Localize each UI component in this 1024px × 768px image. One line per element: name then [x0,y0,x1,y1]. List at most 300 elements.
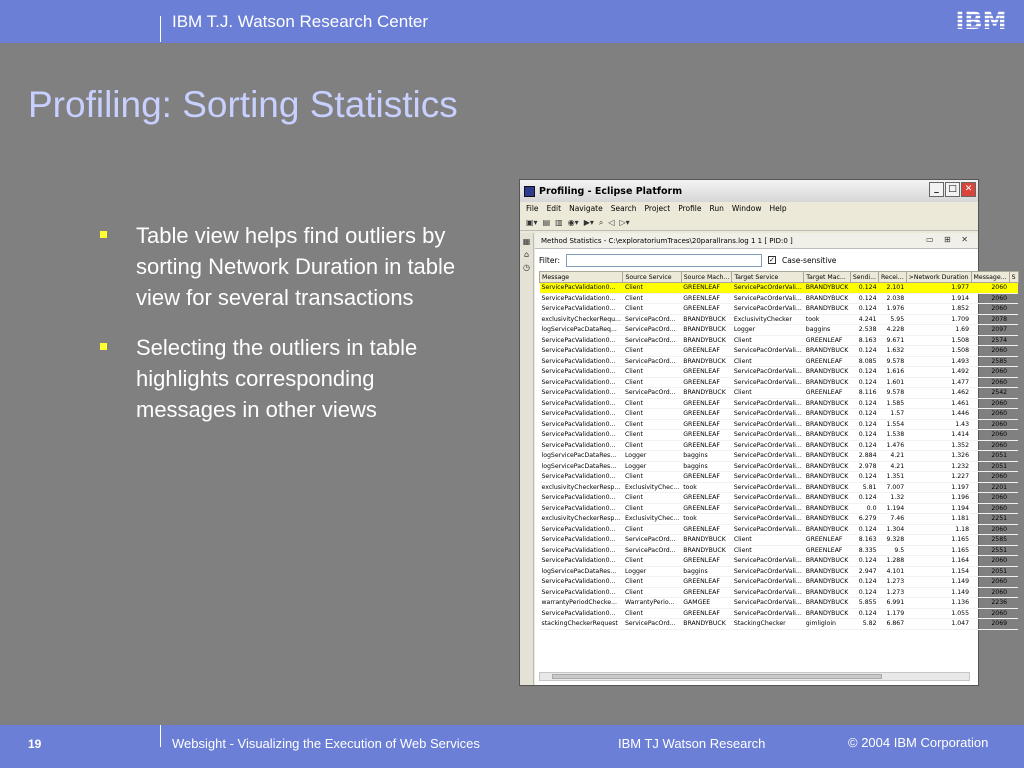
bullet-square-icon [100,231,107,238]
ibm-logo-icon [946,4,1016,36]
table-cell: ServicePacOrderVali... [733,483,802,491]
profiling-perspective-icon[interactable]: ⌂ [523,250,530,259]
column-header[interactable]: Source Mach... [681,272,732,283]
table-cell: Client [732,356,804,367]
table-row[interactable] [540,356,1019,367]
table-cell: ServicePacValidation0... [540,440,623,451]
table-cell: ServicePacOrd... [623,619,681,630]
window-title: Profiling - Eclipse Platform [539,185,683,197]
table-cell: ServicePacValidation0... [540,608,623,619]
table-cell: took [681,514,732,525]
table-cell: 7.007 [879,482,907,493]
table-cell: 2236 [971,598,1009,609]
table-cell [1009,377,1018,388]
table-cell: ServicePacOrderVali... [733,462,802,470]
table-cell: Client [623,577,681,588]
table-cell: 2060 [971,556,1009,567]
table-cell: gimligloin [804,619,851,630]
table-cell [1009,535,1018,546]
case-sensitive-label: Case-sensitive [781,255,837,265]
table-cell: 8.085 [850,356,878,367]
table-cell: 2.884 [850,451,878,462]
table-cell: 1.462 [906,388,971,399]
table-row[interactable] [540,566,1019,577]
table-row[interactable] [540,482,1019,493]
table-cell: BRANDYBUCK [805,588,849,596]
table-cell [1009,514,1018,525]
table-cell: ServicePacValidation0... [540,577,623,588]
table-cell: took [681,482,732,493]
table-cell: 9.5 [879,545,907,556]
table-row[interactable] [540,440,1019,451]
table-cell: BRANDYBUCK [681,356,732,367]
table-cell: ServicePacOrd... [623,325,681,336]
table-cell: baggins [681,461,732,472]
table-cell: 9.578 [879,388,907,399]
header-title: IBM T.J. Watson Research Center [172,12,429,31]
table-cell: 0.124 [850,577,878,588]
table-cell: 9.328 [879,535,907,546]
table-cell: 1.351 [879,472,907,483]
table-cell: ServicePacOrderVali... [733,609,802,617]
table-cell: 0.124 [850,587,878,598]
new-icon[interactable]: ▣▾ [526,218,538,227]
table-cell: BRANDYBUCK [805,294,849,302]
svg-text:IBM: IBM [955,7,1007,35]
table-row[interactable] [540,472,1019,483]
table-cell: ServicePacValidation0... [540,430,623,441]
menu-item-file[interactable]: File [526,204,539,213]
column-header[interactable]: Recei... [879,272,907,283]
table-cell: Client [623,293,681,304]
table-row[interactable] [540,293,1019,304]
table-cell: 1.554 [879,419,907,430]
table-cell: ServicePacOrderVali... [733,399,802,407]
table-cell: Client [623,440,681,451]
table-cell: GREENLEAF [804,388,851,399]
table-row[interactable] [540,577,1019,588]
menu-item-profile[interactable]: Profile [678,204,702,213]
table-row[interactable] [540,335,1019,346]
table-cell: 1.461 [906,398,971,409]
column-header[interactable]: Target Mac... [804,272,851,283]
menu-item-navigate[interactable]: Navigate [569,204,603,213]
table-cell: GREENLEAF [681,346,732,357]
table-cell: 1.149 [906,577,971,588]
table-cell [1009,619,1018,630]
table-cell [1009,314,1018,325]
table-cell: 1.538 [879,430,907,441]
table-cell: GREENLEAF [681,440,732,451]
table-cell [1009,304,1018,315]
table-cell: ServicePacOrderVali... [733,452,802,460]
menu-item-window[interactable]: Window [731,204,762,213]
table-cell: GREENLEAF [681,377,732,388]
table-cell: 2060 [971,587,1009,598]
table-cell: 5.95 [879,314,907,325]
table-row[interactable] [540,398,1019,409]
table-cell: StackingChecker [732,619,804,630]
table-cell: 5.81 [850,482,878,493]
table-cell: 1.32 [879,493,907,504]
table-cell: BRANDYBUCK [805,483,849,491]
table-cell: ServicePacOrd... [623,314,681,325]
table-cell: 2078 [971,314,1009,325]
table-cell: baggins [681,451,732,462]
table-cell: 0.124 [850,430,878,441]
table-cell: 1.154 [906,566,971,577]
table-cell: Client [732,535,804,546]
table-cell: BRANDYBUCK [805,378,849,386]
table-cell [1009,451,1018,462]
table-cell: 1.304 [879,524,907,535]
table-cell: BRANDYBUCK [805,410,849,418]
table-cell [1009,587,1018,598]
table-cell: 1.508 [906,346,971,357]
table-cell: Client [623,398,681,409]
table-cell: 0.124 [850,367,878,378]
table-cell: BRANDYBUCK [805,305,849,313]
table-row[interactable] [540,461,1019,472]
table-cell: 5.855 [850,598,878,609]
table-cell: BRANDYBUCK [681,545,732,556]
table-cell: 2585 [971,535,1009,546]
table-cell: 1.227 [906,472,971,483]
table-row[interactable] [540,598,1019,609]
table-cell: ServicePacValidation0... [540,398,623,409]
table-row[interactable] [540,493,1019,504]
run-icon[interactable]: ▶▾ [583,218,594,227]
table-cell: 1.852 [906,304,971,315]
table-cell: 2060 [971,304,1009,315]
table-cell: 1.055 [906,608,971,619]
table-cell: Client [623,472,681,483]
table-cell: 2060 [971,503,1009,514]
table-cell: GREENLEAF [681,304,732,315]
search-icon[interactable]: ⌕ [598,217,604,227]
table-cell [1009,335,1018,346]
eclipse-app-icon [524,186,535,197]
table-cell: Logger [623,451,681,462]
column-header[interactable]: Sendi... [850,272,878,283]
table-cell: 1.492 [906,367,971,378]
table-cell: ServicePacValidation0... [540,556,623,567]
table-cell: ServicePacOrd... [623,335,681,346]
table-cell: 1.914 [906,293,971,304]
table-cell: BRANDYBUCK [681,325,732,336]
maximize-button[interactable]: □ [945,182,960,197]
table-cell: 1.57 [879,409,907,420]
table-cell: GREENLEAF [804,535,851,546]
table-cell: ServicePacValidation0... [540,346,623,357]
table-cell: BRANDYBUCK [805,567,849,575]
column-header[interactable]: Source Service [623,272,681,283]
table-cell: 1.194 [906,503,971,514]
table-row[interactable] [540,587,1019,598]
table-cell: ServicePacOrderVali... [733,410,802,418]
table-cell: GREENLEAF [681,419,732,430]
table-cell: ServicePacOrderVali... [733,347,802,355]
table-cell [1009,524,1018,535]
table-cell: Client [623,377,681,388]
table-cell: 2060 [971,524,1009,535]
table-cell: 1.273 [879,587,907,598]
table-cell: ServicePacOrderVali... [733,504,802,512]
table-cell: ServicePacValidation0... [540,503,623,514]
table-cell: Client [623,608,681,619]
table-cell: 1.232 [906,461,971,472]
table-cell: 2060 [971,346,1009,357]
table-cell: 4.241 [850,314,878,325]
table-cell: 2542 [971,388,1009,399]
table-cell: ServicePacValidation0... [540,524,623,535]
table-row[interactable] [540,377,1019,388]
close-button[interactable]: ✕ [961,182,976,197]
table-row[interactable] [540,419,1019,430]
profile-icon[interactable]: ◉▾ [567,218,579,227]
table-cell: BRANDYBUCK [681,535,732,546]
footer-title: Websight - Visualizing the Execution of Web Services [172,736,480,751]
table-cell: 1.493 [906,356,971,367]
table-cell: 5.82 [850,619,878,630]
table-row[interactable] [540,535,1019,546]
table-cell: BRANDYBUCK [805,473,849,481]
table-row[interactable] [540,283,1019,294]
save-icon[interactable]: ▤ [542,218,551,227]
table-cell: GREENLEAF [681,608,732,619]
table-cell: BRANDYBUCK [805,420,849,428]
timer-icon[interactable]: ◷ [523,263,530,272]
table-cell: ServicePacOrderVali... [733,557,802,565]
table-cell: 2060 [971,430,1009,441]
menu-item-search[interactable]: Search [610,204,637,213]
table-cell: GREENLEAF [681,587,732,598]
table-cell: 1.194 [879,503,907,514]
table-cell: 0.124 [850,409,878,420]
table-cell: 1.352 [906,440,971,451]
table-cell: GREENLEAF [681,577,732,588]
table-row[interactable] [540,503,1019,514]
table-cell: 2097 [971,325,1009,336]
table-body [540,283,1019,630]
table-row[interactable] [540,451,1019,462]
table-row[interactable] [540,409,1019,420]
table-cell: 1.476 [879,440,907,451]
bullet-item: Table view helps find outliers by sorting Network Duration in table view for several transactions [100,220,480,313]
table-row[interactable] [540,325,1019,336]
table-row[interactable] [540,556,1019,567]
minimize-button[interactable]: _ [929,182,944,197]
table-cell: warrantyPeriodChecke... [540,598,623,609]
perspective-strip [520,233,534,685]
menu-item-help[interactable]: Help [769,204,787,213]
table-cell: Client [623,524,681,535]
toolbar [520,215,978,231]
table-cell: 1.585 [879,398,907,409]
table-row[interactable] [540,314,1019,325]
menu-bar [520,202,978,215]
table-cell: 2051 [971,566,1009,577]
table-row[interactable] [540,430,1019,441]
table-cell: 1.047 [906,619,971,630]
table-cell: 1.165 [906,535,971,546]
table-row[interactable] [540,514,1019,525]
table-cell [1009,346,1018,357]
table-cell: 1.165 [906,545,971,556]
table-cell: 1.43 [906,419,971,430]
footer-divider [160,725,161,747]
table-cell: 1.149 [906,587,971,598]
table-cell: GREENLEAF [681,524,732,535]
table-cell: 0.124 [850,472,878,483]
table-cell [1009,577,1018,588]
table-cell: Client [623,430,681,441]
table-cell: 2551 [971,545,1009,556]
table-cell: 0.124 [850,283,878,294]
view-tab-label: Method Statistics - C:\exploratoriumTraces\20parallrans.log 1 1 [ PID:0 ] [541,236,793,245]
table-cell: 0.124 [850,377,878,388]
table-cell: exclusivityCheckerRequ... [541,315,621,323]
table-cell: ServicePacOrderVali... [733,494,802,502]
print-icon[interactable]: ▥ [555,218,563,227]
table-cell: Client [623,587,681,598]
table-cell: ServicePacValidation0... [540,356,623,367]
table-cell: ServicePacOrderVali... [733,599,802,607]
table-cell: 1.632 [879,346,907,357]
back-icon[interactable]: ◁ [608,218,615,227]
table-cell: GREENLEAF [804,545,851,556]
table-cell: ServicePacOrderVali... [733,378,802,386]
table-cell: 1.164 [906,556,971,567]
view-tab-actions[interactable]: ▭ ⊞ ✕ [925,235,972,244]
table-cell: 2060 [971,472,1009,483]
table-cell: 0.124 [850,556,878,567]
header-band [0,0,1024,43]
table-cell [1009,409,1018,420]
menu-item-project[interactable]: Project [644,204,671,213]
table-cell: 1.69 [906,325,971,336]
scrollbar-thumb[interactable] [552,674,882,679]
column-header[interactable]: >Network Duration [906,272,971,283]
table-cell: 0.124 [850,346,878,357]
table-cell: 6.279 [850,514,878,525]
table-cell: BRANDYBUCK [805,462,849,470]
table-row[interactable] [540,608,1019,619]
table-cell: ServicePacOrderVali... [733,473,802,481]
table-cell: ServicePacOrderVali... [733,305,802,313]
table-cell: 2.038 [879,293,907,304]
filter-input[interactable] [566,254,762,267]
table-cell: ServicePacOrd... [623,388,681,399]
case-sensitive-checkbox[interactable]: ✓ [769,256,775,264]
table-cell: 9.578 [879,356,907,367]
table-row[interactable] [540,304,1019,315]
table-cell: 0.124 [850,293,878,304]
table-cell: Client [732,335,804,346]
table-cell: ServicePacOrd... [623,535,681,546]
table-row[interactable] [540,367,1019,378]
table-cell: ExclusivityChecker [732,314,804,325]
table-cell: ServicePacOrderVali... [733,431,802,439]
table-cell: Logger [623,566,681,577]
table-cell: ServicePacOrderVali... [733,368,802,376]
table-cell: 1.136 [906,598,971,609]
window-titlebar[interactable] [520,180,978,202]
table-cell: 9.671 [879,335,907,346]
table-cell: Client [623,304,681,315]
table-cell: BRANDYBUCK [805,347,849,355]
table-cell [1009,556,1018,567]
table-cell: 2060 [971,608,1009,619]
method-statistics-view [535,233,1016,685]
table-cell: 2060 [971,440,1009,451]
table-cell: 8.163 [850,535,878,546]
table-cell: ServicePacOrderVali... [733,420,802,428]
table-cell: BRANDYBUCK [805,599,849,607]
table-row[interactable] [540,388,1019,399]
menu-item-run[interactable]: Run [709,204,724,213]
column-header[interactable]: Message [540,272,623,283]
table-cell: took [804,314,851,325]
table-row[interactable] [540,524,1019,535]
table-cell: GAMGEE [681,598,732,609]
table-cell: 1.976 [879,304,907,315]
table-cell: ExclusivityChec... [624,483,680,491]
column-header[interactable]: Target Service [732,272,804,283]
table-cell: logServicePacDataRes... [540,451,623,462]
table-cell: WarrantyPerio... [623,598,681,609]
table-cell: Client [732,388,804,399]
table-cell: ServicePacValidation0... [540,283,623,294]
table-cell: 0.124 [850,304,878,315]
table-cell: 1.197 [906,482,971,493]
table-row[interactable] [540,346,1019,357]
table-row[interactable] [540,619,1019,630]
table-cell: GREENLEAF [681,293,732,304]
horizontal-scrollbar[interactable] [539,672,970,681]
table-cell: 2201 [971,482,1009,493]
forward-icon[interactable]: ▷▾ [619,218,630,227]
table-cell [1009,545,1018,556]
menu-item-edit[interactable]: Edit [546,204,562,213]
table-cell: 8.335 [850,545,878,556]
table-cell: 0.0 [850,503,878,514]
statistics-table [539,271,1019,630]
column-header[interactable]: Message... [971,272,1009,283]
table-row[interactable] [540,545,1019,556]
table-cell: BRANDYBUCK [805,284,849,292]
filter-row [535,249,978,271]
table-cell: BRANDYBUCK [805,504,849,512]
table-cell: 1.181 [906,514,971,525]
table-cell: 6.867 [879,619,907,630]
filter-label: Filter: [539,255,560,265]
table-cell [1009,419,1018,430]
table-cell: GREENLEAF [804,356,851,367]
table-cell: 2069 [971,619,1009,630]
table-cell: GREENLEAF [681,556,732,567]
slide-title: Profiling: Sorting Statistics [28,84,458,125]
table-cell: 2060 [971,283,1009,294]
table-cell: 2.978 [850,461,878,472]
table-cell: 2060 [971,577,1009,588]
column-header[interactable]: S [1009,272,1018,283]
view-tab[interactable] [535,233,978,249]
table-cell: 0.124 [850,608,878,619]
table-cell: 1.414 [906,430,971,441]
perspective-icon[interactable]: ▦ [522,237,531,246]
table-cell [1009,430,1018,441]
